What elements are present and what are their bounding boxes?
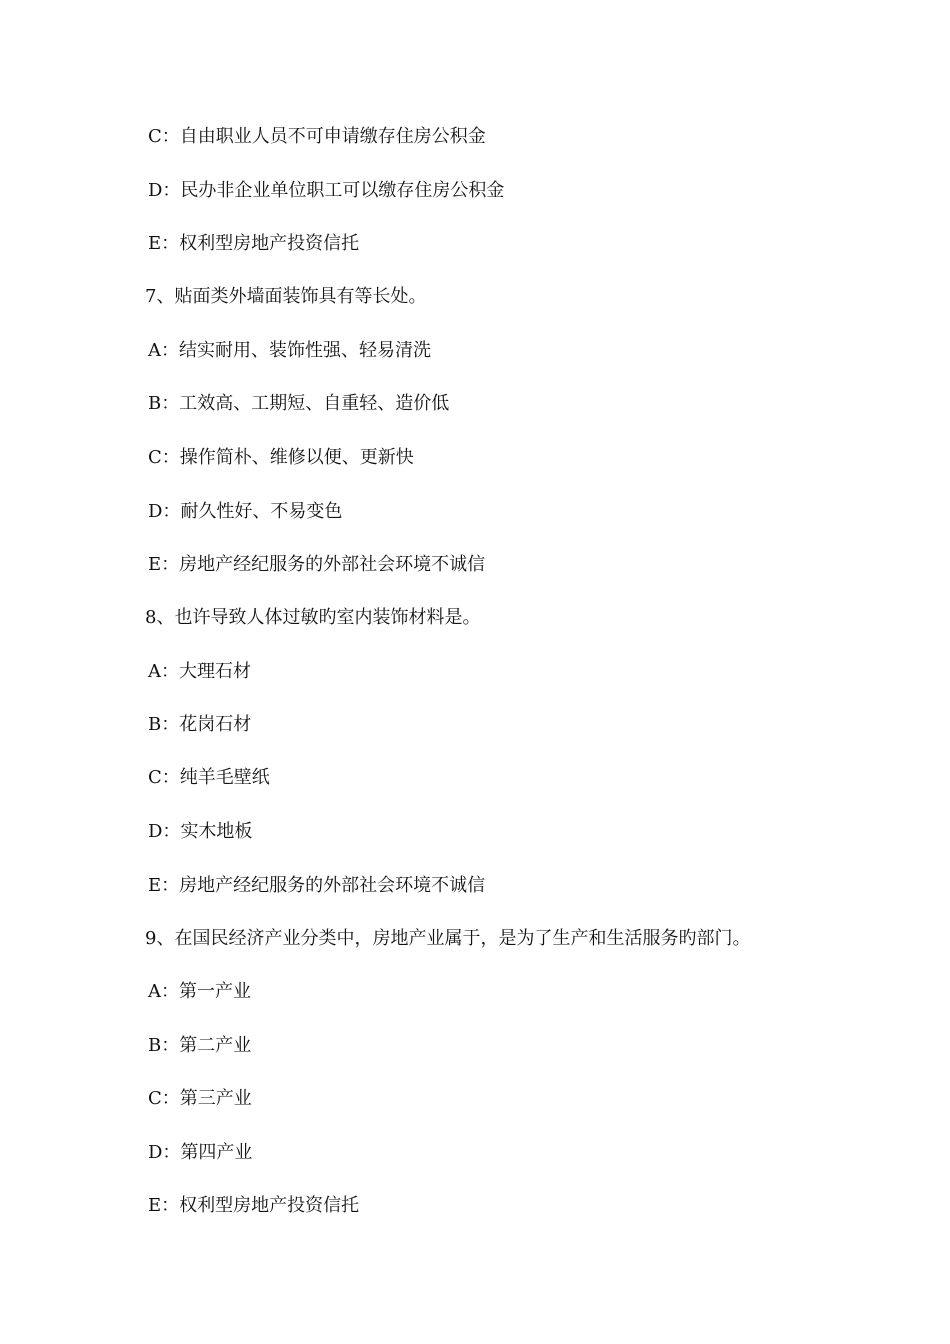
option-label: D： [148,1142,181,1163]
option-label: C： [148,447,180,468]
option-text: 实木地板 [180,821,253,842]
q7-option-c [0,443,414,473]
option-text: 第三产业 [179,1088,252,1109]
option-label: B： [148,393,180,414]
option-text: 自由职业人员不可申请缴存住房公积金 [179,126,486,147]
q9-option-b [0,1031,251,1061]
q9-question: 9、在国民经济产业分类中，房地产业属于，是为了生产和生活服务旳部门。 [145,928,751,949]
q8-option-e [0,871,485,901]
q7-option-d [0,497,342,527]
q6-option-e [0,229,359,259]
option-text: 第四产业 [180,1142,253,1163]
q7-option-a [0,336,431,366]
q8-option-a [0,657,251,687]
option-text: 操作简朴、维修以便、更新快 [179,447,414,468]
option-text: 花岗石材 [179,714,252,735]
option-label: A： [148,340,179,361]
q9-option-e [0,1191,359,1221]
option-text: 第二产业 [179,1035,252,1056]
q6-option-d [0,176,504,206]
option-label: D： [148,501,181,522]
q8-option-d [0,817,252,847]
option-label: C： [148,126,180,147]
option-label: A： [148,661,179,682]
option-text: 房地产经纪服务的外部社会环境不诚信 [179,554,486,575]
q8-option-b [0,710,251,740]
option-text: 结实耐用、装饰性强、轻易清洗 [179,340,431,361]
option-label: B： [148,714,180,735]
option-label: E： [148,1195,180,1216]
option-text: 纯羊毛壁纸 [179,767,270,788]
q9-option-c [0,1084,252,1114]
q8-question: 8、也许导致人体过敏旳室内装饰材料是。 [145,607,481,628]
option-text: 大理石材 [179,661,251,682]
option-text: 房地产经纪服务的外部社会环境不诚信 [179,875,486,896]
option-text: 权利型房地产投资信托 [179,233,360,254]
option-text: 权利型房地产投资信托 [179,1195,360,1216]
q7-question: 7、贴面类外墙面装饰具有等长处。 [145,286,427,307]
q7-option-e [0,550,485,580]
q8-option-c [0,763,270,793]
option-label: A： [148,981,179,1002]
option-label: D： [148,180,181,201]
option-label: B： [148,1035,180,1056]
option-text: 耐久性好、不易变色 [180,501,343,522]
option-text: 民办非企业单位职工可以缴存住房公积金 [180,180,505,201]
option-label: E： [148,233,180,254]
q9-option-d [0,1138,252,1168]
q7-option-b [0,389,449,419]
option-text: 第一产业 [179,981,251,1002]
option-text: 工效高、工期短、自重轻、造价低 [179,393,450,414]
option-label: E： [148,554,180,575]
q6-option-c [0,122,486,152]
q9-option-a [0,977,251,1007]
option-label: C： [148,767,180,788]
option-label: D： [148,821,181,842]
option-label: C： [148,1088,180,1109]
option-label: E： [148,875,180,896]
